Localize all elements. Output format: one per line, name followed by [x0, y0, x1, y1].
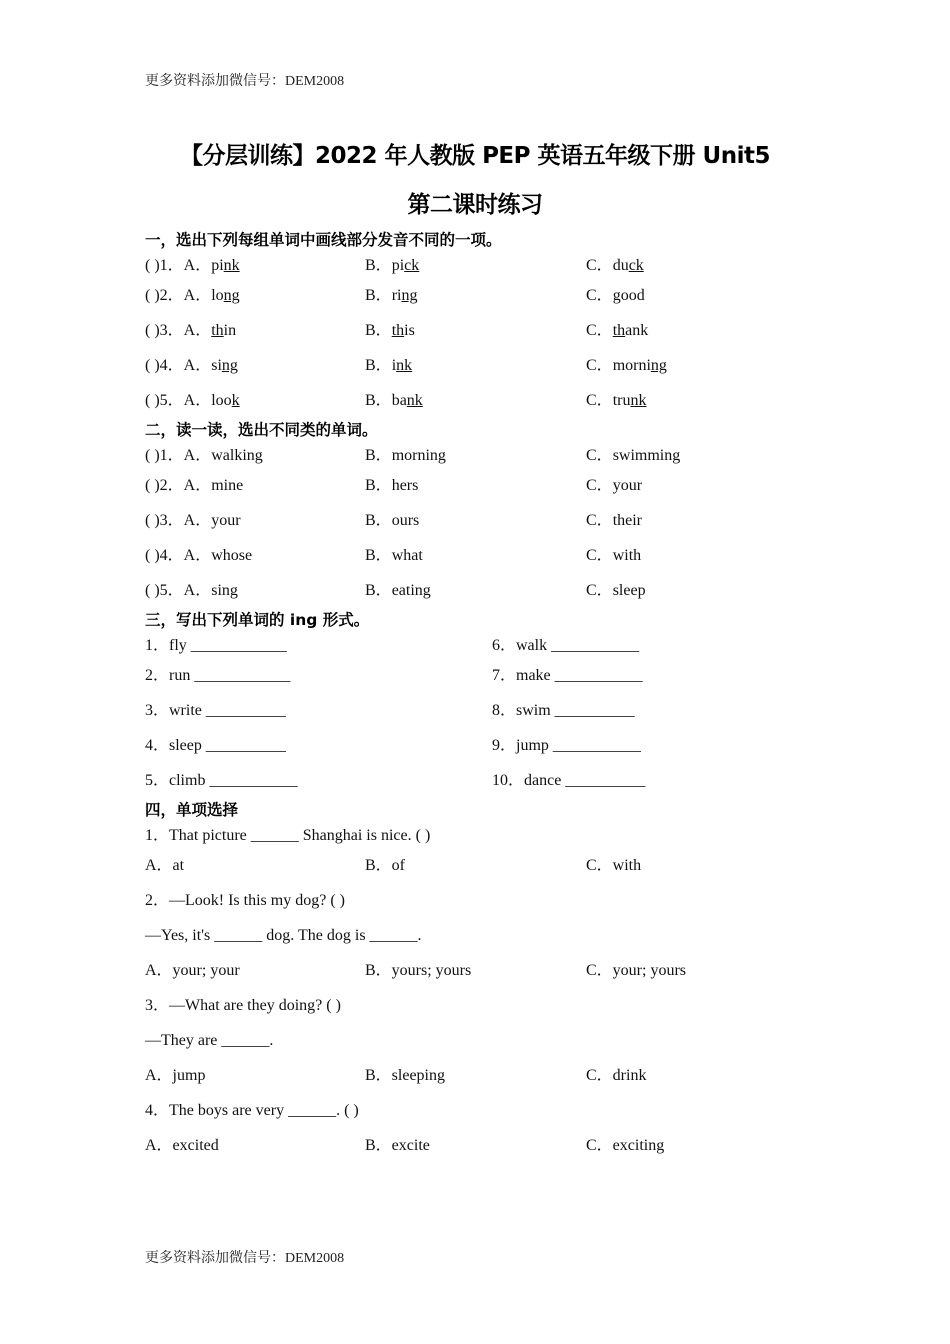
option-word: your [612, 477, 643, 494]
underlined-letters: ng [223, 287, 240, 304]
question-number: ( )2．A． [145, 477, 212, 494]
option-word: sleep [612, 582, 646, 599]
option-label: B． [365, 582, 392, 599]
mcq-4-stem-row [145, 1093, 825, 1128]
word-part: is [404, 322, 415, 339]
option-word: with [612, 547, 642, 564]
word-part: ood [620, 287, 645, 304]
underlined-letters: k [231, 392, 240, 409]
option-label: B． [365, 547, 392, 564]
option-word: their [612, 512, 643, 529]
category-question-row [145, 538, 825, 573]
mcq-2-stem: 2．—Look! Is this my dog? ( ) [145, 892, 345, 909]
mcq-1-option-a[interactable]: A．at [145, 857, 185, 874]
option-label: B． [365, 392, 392, 409]
mcq-3-stem2-row [145, 1023, 825, 1058]
underlined-letters: th [612, 322, 626, 339]
category-option-b[interactable] [365, 443, 446, 468]
phonics-option-a[interactable] [145, 383, 240, 418]
phonics-question-row [145, 253, 825, 278]
mcq-1-option-c[interactable]: C．with [586, 857, 642, 874]
category-option-c[interactable] [586, 503, 642, 538]
phonics-option-b[interactable] [365, 278, 417, 313]
option-word: swimming [612, 447, 681, 464]
phonics-option-b[interactable] [365, 253, 419, 278]
title-line-2: 第二课时练习 [407, 192, 543, 218]
phonics-option-c[interactable] [586, 383, 646, 418]
category-question-row [145, 503, 825, 538]
option-label: B． [365, 322, 392, 339]
phonics-option-a[interactable] [145, 348, 238, 383]
category-option-c[interactable] [586, 443, 680, 468]
mcq-4-stem: 4．The boys are very ______. ( ) [145, 1102, 359, 1119]
question-number: ( )5．A． [145, 582, 212, 599]
phonics-question-row [145, 278, 825, 313]
underlined-letters: ng [221, 357, 238, 374]
word-part: ri [391, 287, 402, 304]
underlined-letters: ng [401, 287, 418, 304]
option-word: hers [391, 477, 419, 494]
ing-blank-item[interactable]: 6．walk ___________ [492, 637, 640, 654]
question-number: ( )5．A． [145, 392, 212, 409]
phonics-option-c[interactable] [586, 253, 644, 278]
phonics-option-c[interactable] [586, 348, 667, 383]
category-option-c[interactable] [586, 538, 641, 573]
option-label: B． [365, 477, 392, 494]
word-part: ank [625, 322, 649, 339]
section-1-heading: 一，选出下列每组单词中画线部分发音不同的一项。 [145, 231, 502, 249]
category-option-a[interactable] [145, 443, 263, 468]
ing-blank-item[interactable]: 7．make ___________ [492, 667, 643, 684]
question-number: ( )1．A． [145, 257, 212, 274]
mcq-4-option-c[interactable]: C．exciting [586, 1137, 665, 1154]
option-label: C． [586, 512, 613, 529]
phonics-option-b[interactable] [365, 313, 415, 348]
category-option-b[interactable] [365, 538, 423, 573]
word-part: pi [211, 257, 224, 274]
underlined-letters: ck [628, 257, 644, 274]
option-label: B． [365, 287, 392, 304]
option-label: B． [365, 357, 392, 374]
option-word: sing [211, 582, 238, 599]
page-header: 更多资料添加微信号：DEM2008 [145, 74, 345, 89]
phonics-option-a[interactable] [145, 278, 240, 313]
mcq-1-stem-row [145, 823, 825, 848]
question-number: ( )4．A． [145, 547, 212, 564]
option-label: C． [586, 357, 613, 374]
section-3-heading: 三，写出下列单词的 ing 形式。 [145, 611, 370, 629]
phonics-question-row [145, 313, 825, 348]
option-word: eating [391, 582, 431, 599]
option-word: your [211, 512, 241, 529]
option-label: C． [586, 322, 613, 339]
underlined-letters: th [391, 322, 405, 339]
mcq-2-options [145, 953, 825, 988]
phonics-question-row [145, 348, 825, 383]
mcq-3-stem-line-2: —They are ______. [145, 1032, 274, 1049]
word-part: ba [391, 392, 407, 409]
option-label: C． [586, 582, 613, 599]
phonics-option-a[interactable] [145, 253, 240, 278]
option-word: what [391, 547, 423, 564]
ing-form-row [145, 728, 825, 763]
category-option-a[interactable] [145, 573, 238, 608]
option-word: whose [211, 547, 253, 564]
question-number: ( )1．A． [145, 447, 212, 464]
category-option-a[interactable] [145, 503, 241, 538]
option-label: B． [365, 447, 392, 464]
ing-blank-item[interactable]: 4．sleep __________ [145, 737, 286, 754]
mcq-2-stem2-row [145, 918, 825, 953]
mcq-2-option-c[interactable]: C．your; yours [586, 962, 687, 979]
option-label: C． [586, 257, 613, 274]
mcq-1-options [145, 848, 825, 883]
category-question-row [145, 443, 825, 468]
content [145, 228, 825, 1163]
category-question-row [145, 468, 825, 503]
phonics-option-b[interactable] [365, 348, 412, 383]
phonics-option-c[interactable] [586, 278, 645, 313]
underlined-letters: nk [406, 392, 423, 409]
ing-blank-item[interactable]: 3．write __________ [145, 702, 286, 719]
question-number: ( )4．A． [145, 357, 212, 374]
word-part: du [612, 257, 629, 274]
ing-blank-item[interactable]: 5．climb ___________ [145, 772, 298, 789]
underlined-letters: th [211, 322, 224, 339]
word-part: si [211, 357, 222, 374]
mcq-3-options [145, 1058, 825, 1093]
phonics-option-a[interactable] [145, 313, 236, 348]
option-word: ours [391, 512, 420, 529]
mcq-2-option-b[interactable]: B．yours; yours [365, 962, 472, 979]
mcq-3-option-a[interactable]: A．jump [145, 1067, 206, 1084]
option-label: B． [365, 512, 392, 529]
option-label: C． [586, 477, 613, 494]
mcq-4-options [145, 1128, 825, 1163]
mcq-4-option-b[interactable]: B．excite [365, 1137, 430, 1154]
category-question-row [145, 573, 825, 608]
ing-form-row [145, 763, 825, 798]
ing-form-row [145, 658, 825, 693]
option-word: walking [211, 447, 263, 464]
mcq-3-stem-row [145, 988, 825, 1023]
category-option-c[interactable] [586, 573, 646, 608]
underlined-letters: g [612, 287, 621, 304]
word-part: i [391, 357, 397, 374]
section-4-heading: 四，单项选择 [145, 801, 239, 819]
mcq-3-option-c[interactable]: C．drink [586, 1067, 647, 1084]
word-part: in [223, 322, 237, 339]
ing-blank-item[interactable]: 10．dance __________ [492, 772, 646, 789]
option-label: C． [586, 287, 613, 304]
underlined-letters: ck [404, 257, 420, 274]
ing-blank-item[interactable]: 2．run ____________ [145, 667, 291, 684]
phonics-option-c[interactable] [586, 313, 648, 348]
underlined-letters: nk [223, 257, 240, 274]
ing-blank-item[interactable]: 8．swim __________ [492, 702, 635, 719]
word-part: tru [612, 392, 631, 409]
category-option-b[interactable] [365, 468, 418, 503]
underlined-letters: nk [396, 357, 413, 374]
section-2-heading: 二，读一读，选出不同类的单词。 [145, 421, 378, 439]
category-option-c[interactable] [586, 468, 642, 503]
word-part: morni [612, 357, 651, 374]
option-label: C． [586, 547, 613, 564]
category-option-b[interactable] [365, 503, 419, 538]
option-label: B． [365, 257, 392, 274]
underlined-letters: nk [630, 392, 647, 409]
ing-blank-item[interactable]: 9．jump ___________ [492, 737, 641, 754]
mcq-3-stem: 3．—What are they doing? ( ) [145, 997, 341, 1014]
mcq-1-stem: 1．That picture ______ Shanghai is nice. ( ) [145, 827, 431, 844]
mcq-4-option-a[interactable]: A．excited [145, 1137, 219, 1154]
category-option-a[interactable] [145, 468, 243, 503]
phonics-option-b[interactable] [365, 383, 423, 418]
word-part: loo [211, 392, 232, 409]
ing-blank-item[interactable]: 1．fly ____________ [145, 637, 287, 654]
word-part: lo [211, 287, 224, 304]
question-number: ( )3．A． [145, 512, 212, 529]
category-option-b[interactable] [365, 573, 431, 608]
option-word: morning [391, 447, 446, 464]
ing-form-row [145, 633, 825, 658]
question-number: ( )3．A． [145, 322, 212, 339]
option-word: mine [211, 477, 244, 494]
mcq-2-stem-line-2: —Yes, it's ______ dog. The dog is ______. [145, 927, 422, 944]
option-label: C． [586, 447, 613, 464]
page-footer: 更多资料添加微信号：DEM2008 [145, 1251, 345, 1266]
option-label: C． [586, 392, 613, 409]
underlined-letters: ng [650, 357, 667, 374]
ing-form-row [145, 693, 825, 728]
mcq-3-option-b[interactable]: B．sleeping [365, 1067, 445, 1084]
title-line-1: 【分层训练】2022 年人教版 PEP 英语五年级下册 Unit5 [180, 143, 770, 169]
word-part: pi [391, 257, 405, 274]
mcq-2-option-a[interactable]: A．your; your [145, 962, 240, 979]
question-number: ( )2．A． [145, 287, 212, 304]
mcq-1-option-b[interactable]: B．of [365, 857, 406, 874]
category-option-a[interactable] [145, 538, 252, 573]
phonics-question-row [145, 383, 825, 418]
mcq-2-stem-row [145, 883, 825, 918]
